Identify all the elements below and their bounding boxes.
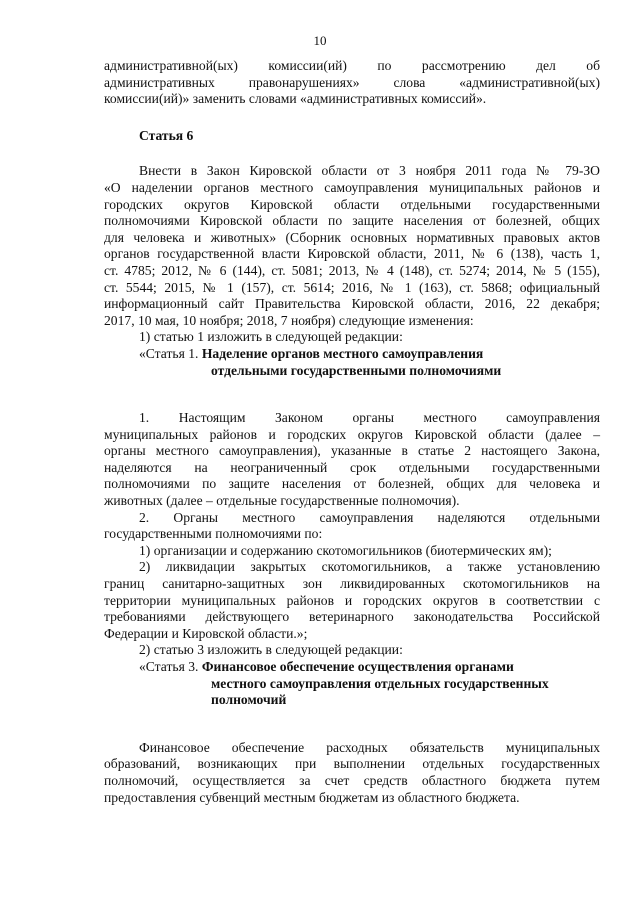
previous-article-tail — [104, 58, 600, 108]
text-line: 2017, 10 мая, 10 ноября; 2018, 7 ноября) следующие изменения: — [104, 312, 474, 328]
article-1-body — [104, 410, 600, 709]
text-line: административных правонарушениях» слова «административной(ых) — [104, 74, 600, 90]
text-line: административной(ых) комиссии(ий) по рассмотрению дел об — [104, 58, 600, 73]
text-line: муниципальных районов и городских округов Кировской области (далее – — [104, 426, 600, 442]
article-3-label: «Статья 3. — [139, 659, 202, 674]
text-line: Федерации и Кировской области.»; — [104, 625, 308, 641]
article-3-body — [104, 740, 600, 806]
sub-item: 1) организации и содержанию скотомогильников (биотермических ям); — [139, 542, 552, 558]
text-line: органы местного самоуправления), указанные в статье 2 настоящего Закона, — [104, 443, 600, 459]
text-line: органов государственной власти Кировской области, 2011, № 6 (138), часть 1, — [104, 246, 600, 262]
text-line: государственными полномочиями по: — [104, 526, 323, 542]
text-line: 2. Органы местного самоуправления наделяются отдельными — [139, 509, 600, 525]
text-line: предоставления субвенций местным бюджетам из областного бюджета. — [104, 789, 520, 805]
article-1-label: «Статья 1. — [139, 345, 202, 361]
article-6-heading-block — [104, 128, 600, 145]
article-3-title-line-2: местного самоуправления отдельных государственных — [211, 675, 549, 691]
article-3-title: Финансовое обеспечение осуществления органами — [201, 659, 514, 674]
text-line: полномочиями по защите населения от болезней, общих для человека и — [104, 476, 600, 492]
text-line: городских округов Кировской области отдельными государственными — [104, 196, 600, 212]
text-line: образований, возникающих при выполнении отдельных государственных — [104, 756, 600, 772]
document-body — [104, 58, 600, 806]
text-line: полномочий, осуществляется за счет средств областного бюджета путем — [104, 772, 600, 788]
text-line: ст. 5544; 2015, № 1 (157), ст. 5614; 2016, № 1 (163), ст. 5868; официальный — [104, 279, 600, 295]
text-line: границ санитарно-защитных зон ликвидированных скотомогильников на — [104, 576, 600, 592]
change-item: 1) статью 1 изложить в следующей редакции: — [139, 329, 403, 345]
page-number: 10 — [313, 33, 327, 48]
text-line: животных (далее – отдельные государственные полномочия). — [104, 493, 460, 509]
text-line: наделяются на неограниченный срок отдельными государственными — [104, 459, 600, 475]
article-1-title-line-2: отдельными государственными полномочиями — [211, 362, 502, 378]
article-3-title-line-1 — [104, 659, 600, 676]
article-heading: Статья 6 — [139, 127, 194, 143]
article-3-title-line-3: полномочий — [211, 692, 287, 708]
text-line: Внести в Закон Кировской области от 3 ноября 2011 года № 79-ЗО — [139, 163, 600, 179]
article-1-title-line-1 — [104, 346, 600, 363]
change-item: 2) статью 3 изложить в следующей редакции: — [139, 642, 403, 658]
article-1-title: Наделение органов местного самоуправления — [201, 345, 484, 361]
text-line: «О наделении органов местного самоуправления муниципальных районов и — [104, 179, 600, 195]
text-line: информационный сайт Правительства Кировской области, 2016, 22 декабря; — [104, 296, 600, 312]
sub-item: 2) ликвидации закрытых скотомогильников, а также установлению — [139, 559, 600, 575]
text-line: комиссии(ий)» заменить словами «административных комиссий». — [104, 91, 487, 107]
article-6-intro — [104, 163, 600, 379]
text-line: ст. 4785; 2012, № 6 (144), ст. 5081; 2013, № 4 (148), ст. 5274; 2014, № 5 (155), — [104, 262, 600, 278]
text-line: территории муниципальных районов и городских округов в соответствии с — [104, 592, 600, 608]
text-line: требованиями действующего ветеринарного законодательства Российской — [104, 609, 600, 625]
text-line: для человека и животных» (Сборник основных нормативных правовых актов — [104, 229, 600, 245]
text-line: полномочиями Кировской области по защите населения от болезней, общих — [104, 213, 600, 229]
text-line: Финансовое обеспечение расходных обязательств муниципальных — [139, 739, 600, 755]
text-line: 1. Настоящим Законом органы местного самоуправления — [139, 410, 600, 426]
